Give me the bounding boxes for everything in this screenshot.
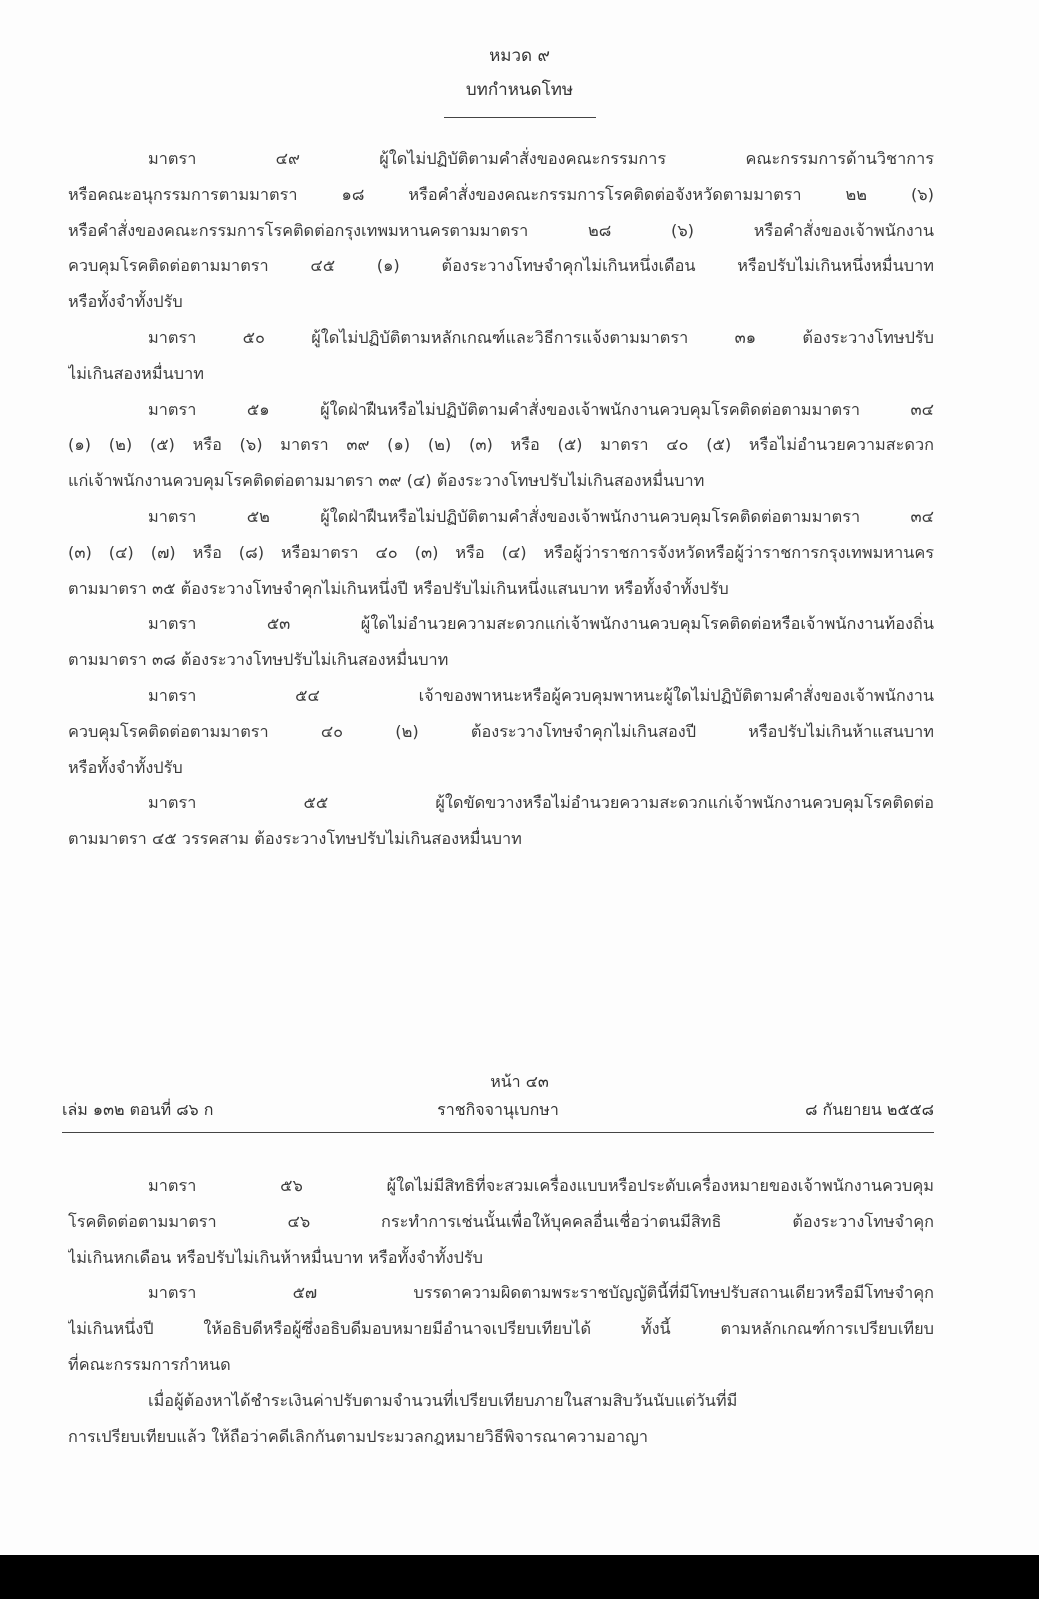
text-line: มาตรา ๕๐ ผู้ใดไม่ปฏิบัติตามหลักเกณฑ์และวิธีการแจ้งตามมาตรา ๓๑ ต้องระวางโทษปรับ [148,327,934,347]
text-line: (๑) (๒) (๕) หรือ (๖) มาตรา ๓๙ (๑) (๒) (๓) หรือ (๕) มาตรา ๔๐ (๕) หรือไม่อำนวยความสะดวก [68,435,934,455]
text-line: มาตรา ๕๖ ผู้ใดไม่มีสิทธิที่จะสวมเครื่องแบบหรือประดับเครื่องหมายของเจ้าพนักงานควบคุม [148,1176,934,1195]
text-line: มาตรา ๔๙ ผู้ใดไม่ปฏิบัติตามคำสั่งของคณะกรรมการ คณะกรรมการด้านวิชาการ [148,149,934,168]
text-line: มาตรา ๕๓ ผู้ใดไม่อำนวยความสะดวกแก่เจ้าพนักงานควบคุมโรคติดต่อหรือเจ้าพนักงานท้องถิ่น [148,614,934,634]
text-line: ไม่เกินหนึ่งปี ให้อธิบดีหรือผู้ซึ่งอธิบดีมอบหมายมีอำนาจเปรียบเทียบได้ ทั้งนี้ ตามหลักเกณฑ์การเปรียบเทียบ [68,1319,934,1339]
text-line: ตามมาตรา ๓๘ ต้องระวางโทษปรับไม่เกินสองหมื่นบาท [68,650,449,670]
text-line: มาตรา ๕๔ เจ้าของพาหนะหรือผู้ควบคุมพาหนะผู้ใดไม่ปฏิบัติตามคำสั่งของเจ้าพนักงาน [148,685,934,705]
text-line: หรือทั้งจำทั้งปรับ [68,757,183,777]
text-line: ตามมาตรา ๔๕ วรรคสาม ต้องระวางโทษปรับไม่เกินสองหมื่นบาท [68,829,522,849]
text-line: การเปรียบเทียบแล้ว ให้ถือว่าคดีเลิกกันตามประมวลกฎหมายวิธีพิจารณาความอาญา [68,1426,649,1446]
text-line: มาตรา ๕๗ บรรดาความผิดตามพระราชบัญญัตินี้ที่มีโทษปรับสถานเดียวหรือมีโทษจำคุก [148,1283,934,1303]
page-number: หน้า ๔๓ [490,1072,549,1091]
text-line: มาตรา ๕๒ ผู้ใดฝ่าฝืนหรือไม่ปฏิบัติตามคำสั่งของเจ้าพนักงานควบคุมโรคติดต่อตามมาตรา ๓๔ [148,506,934,526]
gazette-volume: เล่ม ๑๓๒ ตอนที่ ๘๖ ก [62,1100,214,1119]
text-line: ไม่เกินหกเดือน หรือปรับไม่เกินห้าหมื่นบาท หรือทั้งจำทั้งปรับ [68,1247,483,1267]
heading-divider [444,117,596,118]
text-line: แก่เจ้าพนักงานควบคุมโรคติดต่อตามมาตรา ๓๙ (๔) ต้องระวางโทษปรับไม่เกินสองหมื่นบาท [68,471,705,491]
bottom-black-bar [0,1555,1039,1599]
gazette-name: ราชกิจจานุเบกษา [437,1100,559,1119]
penalty-sections-block-2 [68,1168,934,1454]
text-line: มาตรา ๕๕ ผู้ใดขัดขวางหรือไม่อำนวยความสะดวกแก่เจ้าพนักงานควบคุมโรคติดต่อ [148,793,934,813]
text-line: ตามมาตรา ๓๕ ต้องระวางโทษจำคุกไม่เกินหนึ่งปี หรือปรับไม่เกินหนึ่งแสนบาท หรือทั้งจำทั้งปรับ [68,578,729,598]
chapter-title: บทกำหนดโทษ [465,80,574,100]
text-line: โรคติดต่อตามมาตรา ๔๖ กระทำการเช่นนั้นเพื่อให้บุคคลอื่นเชื่อว่าตนมีสิทธิ ต้องระวางโทษจำคุก [68,1211,934,1231]
gazette-header [62,1098,934,1128]
text-line: หรือคำสั่งของคณะกรรมการโรคติดต่อกรุงเทพมหานครตามมาตรา ๒๘ (๖) หรือคำสั่งของเจ้าพนักงาน [68,220,934,240]
penalty-sections-block [68,141,934,857]
text-line: หรือทั้งจำทั้งปรับ [68,292,183,312]
gazette-date: ๘ กันยายน ๒๕๕๘ [805,1100,934,1119]
text-line: (๓) (๔) (๗) หรือ (๘) หรือมาตรา ๔๐ (๓) หรือ (๔) หรือผู้ว่าราชการจังหวัดหรือผู้ว่าราชการกรุงเทพมหานคร [68,542,934,562]
text-line: ควบคุมโรคติดต่อตามมาตรา ๔๕ (๑) ต้องระวางโทษจำคุกไม่เกินหนึ่งเดือน หรือปรับไม่เกินหนึ่งหมื่นบาท [68,256,934,276]
text-line: มาตรา ๕๑ ผู้ใดฝ่าฝืนหรือไม่ปฏิบัติตามคำสั่งของเจ้าพนักงานควบคุมโรคติดต่อตามมาตรา ๓๔ [148,399,934,419]
gazette-header-divider [62,1132,934,1133]
chapter-number: หมวด ๙ [489,46,550,66]
text-line: เมื่อผู้ต้องหาได้ชำระเงินค่าปรับตามจำนวนที่เปรียบเทียบภายในสามสิบวันนับแต่วันที่มี [148,1390,738,1410]
text-line: ที่คณะกรรมการกำหนด [68,1354,231,1374]
text-line: ไม่เกินสองหมื่นบาท [68,363,204,383]
text-line: หรือคณะอนุกรรมการตามมาตรา ๑๘ หรือคำสั่งของคณะกรรมการโรคติดต่อจังหวัดตามมาตรา ๒๒ (๖) [68,184,934,204]
text-line: ควบคุมโรคติดต่อตามมาตรา ๔๐ (๒) ต้องระวางโทษจำคุกไม่เกินสองปี หรือปรับไม่เกินห้าแสนบาท [68,721,934,741]
